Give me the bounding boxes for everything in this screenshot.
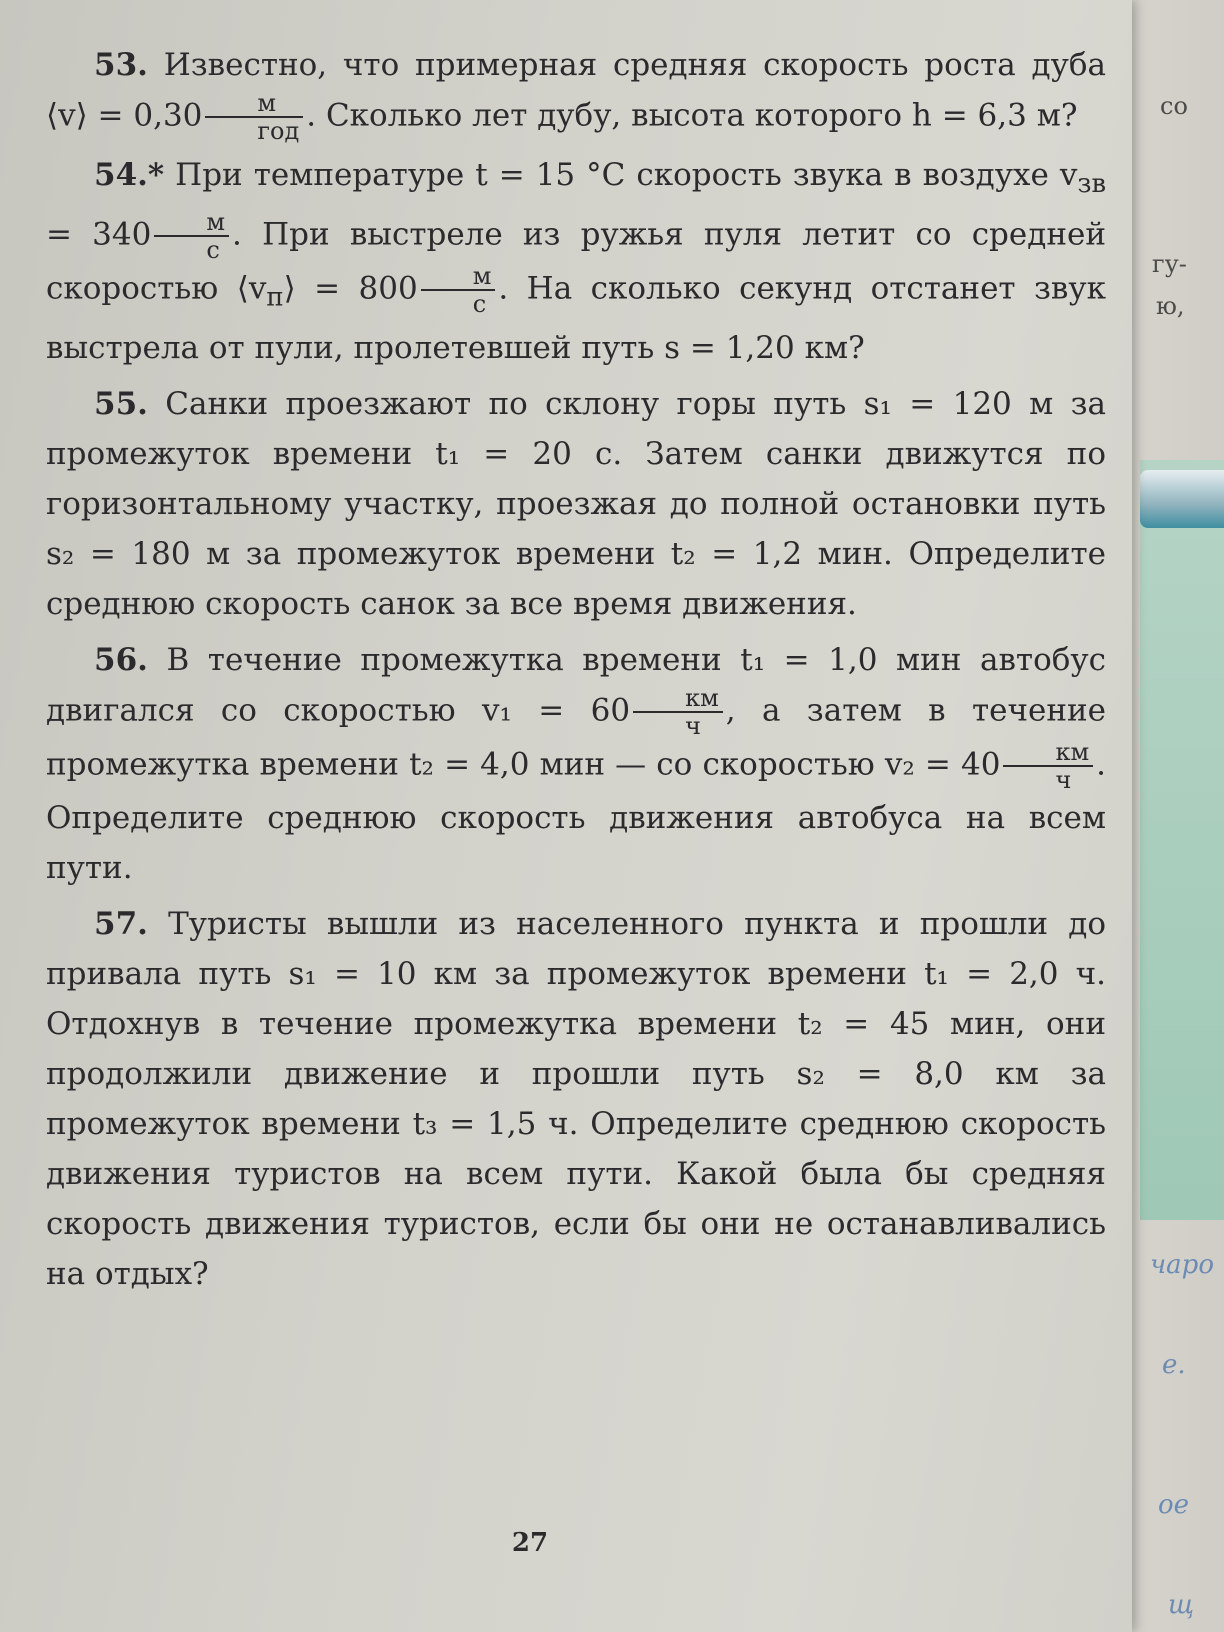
problem-55 bbox=[46, 379, 1106, 629]
problem-text: . На сколько секунд отстанет звук выстрела от пули, пролетевшей путь s = 1,20 км? bbox=[46, 270, 1106, 366]
problem-text: ⟩ = 800 bbox=[283, 270, 418, 307]
problem-text: Туристы вышли из населенного пункта и прошли до привала путь s₁ = 10 км за промежуток времени t₁ = 2,0 ч. Отдохнув в течение промежутка времени t₂ = 45 мин, они продолжили движение и прошли путь s₂ = 8,0 км за промежуток времени t₃ = 1,5 ч. Определите среднюю скорость движения туристов на всем пути. Какой была бы средняя скорость движения туристов, если бы они не останавливались на отдых? bbox=[46, 905, 1106, 1292]
problem-text: . Определите среднюю скорость движения автобуса на всем пути. bbox=[46, 746, 1106, 886]
subscript: зв bbox=[1077, 169, 1106, 200]
fraction-unit: $\frac{м}{с}$ bbox=[154, 209, 229, 263]
problem-text: При температуре t = 15 °C скорость звука в воздухе v bbox=[175, 157, 1078, 193]
problem-text: , а затем в течение промежутка времени t₂ = 4,0 мин — со скоростью v₂ = 40 bbox=[46, 692, 1106, 783]
handwriting-fragment: е. bbox=[1162, 1350, 1186, 1380]
fraction-unit: $\frac{км}{ч}$ bbox=[633, 685, 723, 739]
problem-56 bbox=[46, 635, 1106, 893]
fraction-unit: $\frac{м}{с}$ bbox=[421, 263, 496, 317]
problem-list bbox=[46, 40, 1106, 1305]
handwriting-fragment: щ bbox=[1168, 1590, 1195, 1620]
handwriting-fragment: ое bbox=[1158, 1490, 1190, 1520]
problem-number: 57. bbox=[94, 905, 148, 942]
problem-number: 54.* bbox=[94, 157, 165, 193]
adjacent-page-fragment: ю, bbox=[1156, 292, 1185, 320]
adjacent-page-fragment: со bbox=[1160, 92, 1188, 120]
fraction-unit: $\frac{м}{\text{год}}$ bbox=[205, 90, 303, 144]
problem-text: = 340 bbox=[46, 216, 152, 253]
problem-number: 53. bbox=[94, 47, 148, 83]
pen bbox=[1140, 470, 1224, 528]
problem-text: Санки проезжают по склону горы путь s₁ = 120 м за промежуток времени t₁ = 20 с. Затем санки движутся по горизонтальному участку, проезжая до полной остановки путь s₂ = 180 м за промежуток времени t₂ = 1,2 мин. Определите среднюю скорость санок за все время движения. bbox=[46, 385, 1106, 622]
problem-number: 56. bbox=[94, 641, 148, 678]
problem-text: Известно, что примерная средняя скорость роста дуба ⟨v⟩ = 0,30 bbox=[46, 47, 1106, 134]
problem-57 bbox=[46, 899, 1106, 1299]
problem-number: 55. bbox=[94, 385, 148, 422]
handwriting-fragment: чаро bbox=[1150, 1250, 1214, 1280]
green-notebook bbox=[1140, 460, 1224, 1220]
adjacent-page-fragment: гу- bbox=[1152, 250, 1187, 278]
fraction-unit: $\frac{км}{ч}$ bbox=[1003, 739, 1093, 793]
problem-text: . Сколько лет дубу, высота которого h = 6,3 м? bbox=[306, 97, 1078, 134]
subscript: п bbox=[266, 282, 284, 313]
problem-text: . При выстреле из ружья пуля летит со средней скоростью ⟨v bbox=[46, 216, 1107, 307]
page-number: 27 bbox=[511, 1528, 549, 1558]
problem-54 bbox=[46, 150, 1106, 373]
problem-text: В течение промежутка времени t₁ = 1,0 мин автобус двигался со скоростью v₁ = 60 bbox=[46, 641, 1107, 729]
problem-53 bbox=[46, 40, 1106, 144]
